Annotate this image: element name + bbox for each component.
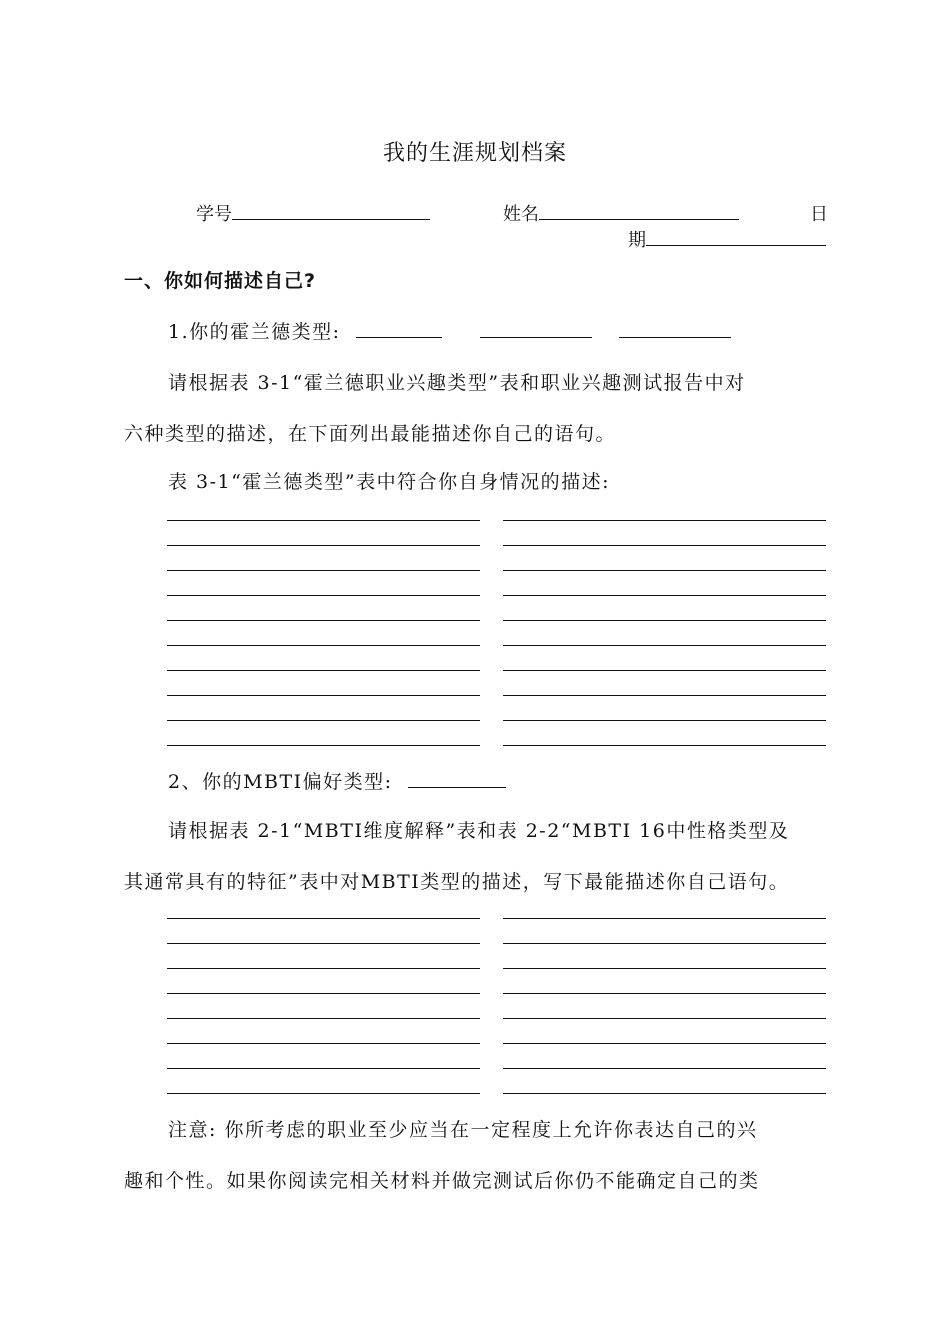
mbti-writing-line-left[interactable] bbox=[167, 968, 480, 969]
mbti-writing-line-right[interactable] bbox=[503, 1018, 826, 1019]
name-blank[interactable] bbox=[539, 201, 739, 220]
holland-type-question bbox=[168, 317, 731, 344]
mbti-writing-line-left[interactable] bbox=[167, 1068, 480, 1069]
holland-writing-line-left[interactable] bbox=[167, 720, 480, 721]
mbti-writing-line-left[interactable] bbox=[167, 1093, 480, 1094]
date-label-part2: 期 bbox=[628, 230, 646, 251]
student-id-label: 学号 bbox=[196, 204, 232, 225]
holland-writing-line-right[interactable] bbox=[503, 720, 826, 721]
mbti-type-question bbox=[168, 767, 506, 794]
name-field bbox=[503, 200, 739, 226]
holland-type-label: 1.你的霍兰德类型: bbox=[168, 321, 341, 343]
mbti-writing-line-right[interactable] bbox=[503, 943, 826, 944]
holland-instruction-line2: 六种类型的描述，在下面列出最能描述你自己的语句。 bbox=[124, 423, 617, 445]
holland-writing-line-right[interactable] bbox=[503, 645, 826, 646]
student-id-blank[interactable] bbox=[232, 201, 430, 220]
holland-writing-line-left[interactable] bbox=[167, 570, 480, 571]
holland-blank-2[interactable] bbox=[480, 317, 592, 338]
date-label-part1: 日 bbox=[810, 204, 828, 225]
mbti-writing-line-right[interactable] bbox=[503, 968, 826, 969]
mbti-writing-line-left[interactable] bbox=[167, 918, 480, 919]
holland-blank-3[interactable] bbox=[619, 317, 731, 338]
mbti-writing-line-left[interactable] bbox=[167, 943, 480, 944]
mbti-writing-line-left[interactable] bbox=[167, 1018, 480, 1019]
mbti-writing-line-right[interactable] bbox=[503, 993, 826, 994]
holland-instruction-line1: 请根据表 3-1“霍兰德职业兴趣类型”表和职业兴趣测试报告中对 bbox=[168, 372, 746, 394]
holland-writing-line-right[interactable] bbox=[503, 570, 826, 571]
date-field bbox=[628, 226, 826, 252]
holland-writing-line-right[interactable] bbox=[503, 595, 826, 596]
mbti-writing-line-right[interactable] bbox=[503, 1068, 826, 1069]
mbti-instruction-line1: 请根据表 2-1“MBTI维度解释”表和表 2-2“MBTI 16中性格类型及 bbox=[168, 820, 790, 842]
holland-writing-line-right[interactable] bbox=[503, 695, 826, 696]
holland-writing-line-left[interactable] bbox=[167, 695, 480, 696]
mbti-blank[interactable] bbox=[408, 767, 506, 788]
mbti-type-label: 2、你的MBTI偏好类型: bbox=[168, 771, 393, 793]
mbti-writing-line-left[interactable] bbox=[167, 1043, 480, 1044]
holland-table-caption: 表 3-1“霍兰德类型”表中符合你自身情况的描述: bbox=[168, 471, 610, 493]
page-title: 我的生涯规划档案 bbox=[382, 141, 567, 166]
holland-writing-line-left[interactable] bbox=[167, 595, 480, 596]
holland-writing-line-right[interactable] bbox=[503, 520, 826, 521]
holland-writing-line-left[interactable] bbox=[167, 520, 480, 521]
mbti-writing-line-right[interactable] bbox=[503, 918, 826, 919]
holland-writing-line-right[interactable] bbox=[503, 620, 826, 621]
mbti-writing-line-right[interactable] bbox=[503, 1093, 826, 1094]
holland-writing-line-left[interactable] bbox=[167, 670, 480, 671]
holland-writing-line-left[interactable] bbox=[167, 645, 480, 646]
holland-writing-line-right[interactable] bbox=[503, 745, 826, 746]
mbti-instruction-line2: 其通常具有的特征”表中对MBTI类型的描述，写下最能描述你自己语句。 bbox=[124, 871, 790, 893]
date-blank[interactable] bbox=[646, 227, 826, 246]
holland-writing-line-right[interactable] bbox=[503, 670, 826, 671]
holland-writing-line-left[interactable] bbox=[167, 620, 480, 621]
mbti-writing-line-right[interactable] bbox=[503, 1043, 826, 1044]
name-label: 姓名 bbox=[503, 204, 539, 225]
section-heading: 一、你如何描述自己? bbox=[124, 270, 317, 292]
holland-blank-1[interactable] bbox=[356, 317, 442, 338]
note-line2: 趣和个性。如果你阅读完相关材料并做完测试后你仍不能确定自己的类 bbox=[124, 1170, 760, 1192]
holland-writing-line-left[interactable] bbox=[167, 545, 480, 546]
mbti-writing-line-left[interactable] bbox=[167, 993, 480, 994]
note-line1: 注意: 你所考虑的职业至少应当在一定程度上允许你表达自己的兴 bbox=[168, 1119, 758, 1141]
holland-writing-line-right[interactable] bbox=[503, 545, 826, 546]
student-id-field bbox=[196, 200, 430, 226]
holland-writing-line-left[interactable] bbox=[167, 745, 480, 746]
